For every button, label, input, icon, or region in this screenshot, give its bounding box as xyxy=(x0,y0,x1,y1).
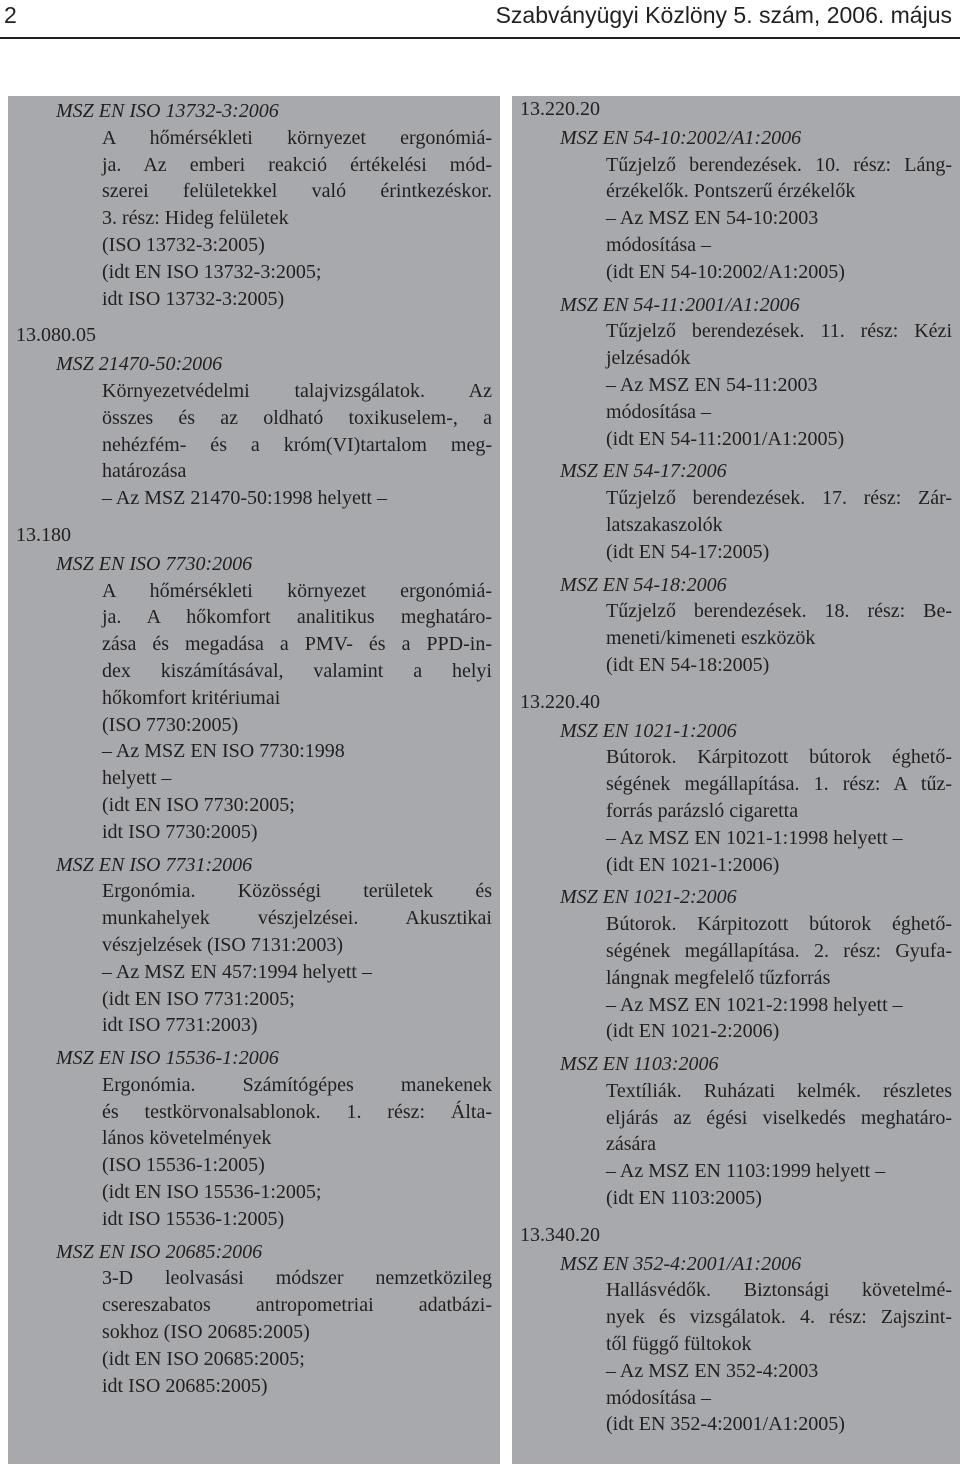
description-line: csereszabatos antropometriai adatbázi- xyxy=(102,1294,492,1317)
description-line: (idt EN 1103:2005) xyxy=(606,1187,762,1210)
standard-number: MSZ EN 54-10:2002/A1:2006 xyxy=(560,126,802,149)
header-rule xyxy=(0,37,960,39)
standard-description xyxy=(16,125,492,313)
description-line: – Az MSZ EN 1021-1:1998 helyett – xyxy=(606,826,903,849)
description-line: vészjelzések (ISO 7131:2003) xyxy=(102,933,344,956)
description-line: forrás parázsló cigaretta xyxy=(606,799,799,822)
description-line: idt ISO 13732-3:2005) xyxy=(102,287,285,310)
description-line: (idt EN 54-18:2005) xyxy=(606,653,770,676)
description-line: A hőmérsékleti környezet ergonómiá- xyxy=(102,579,492,602)
description-line: sokhoz (ISO 20685:2005) xyxy=(102,1321,310,1344)
description-line: – Az MSZ EN 1021-2:1998 helyett – xyxy=(606,993,903,1016)
standard-number: MSZ EN ISO 20685:2006 xyxy=(56,1240,263,1263)
description-line: Bútorok. Kárpitozott bútorok éghető- xyxy=(606,913,952,936)
description-line: 3-D leolvasási módszer nemzetközileg xyxy=(102,1267,492,1290)
description-line: Tűzjelző berendezések. 18. rész: Be- xyxy=(606,600,952,623)
description-line: munkahelyek vészjelzései. Akusztikai xyxy=(102,907,492,930)
description-line: nehézfém- és a króm(VI)tartalom meg- xyxy=(102,433,492,456)
description-line: (idt EN ISO 13732-3:2005; xyxy=(102,260,322,283)
standard-description xyxy=(520,598,952,678)
description-line: (idt EN 54-11:2001/A1:2005) xyxy=(606,427,845,450)
description-line: 3. rész: Hideg felületek xyxy=(102,207,289,230)
description-line: (idt EN ISO 15536-1:2005; xyxy=(102,1181,322,1204)
description-line: ségének megállapítása. 2. rész: Gyufa- xyxy=(606,939,952,962)
description-line: (ISO 15536-1:2005) xyxy=(102,1154,265,1177)
description-line: Ergonómia. Közösségi területek és xyxy=(102,880,492,903)
classification-code: 13.080.05 xyxy=(16,324,96,347)
description-line: zására xyxy=(606,1133,656,1156)
description-line: módosítása – xyxy=(606,400,711,423)
description-line: Tűzjelző berendezések. 17. rész: Zár- xyxy=(606,487,952,510)
description-line: Tűzjelző berendezések. 11. rész: Kézi xyxy=(606,320,952,343)
description-line: lános követelmények xyxy=(102,1127,272,1150)
standard-description xyxy=(16,1265,492,1399)
description-line: határozása xyxy=(102,460,187,483)
description-line: – Az MSZ EN 54-11:2003 xyxy=(606,373,818,396)
standard-description xyxy=(16,578,492,846)
classification-code: 13.220.20 xyxy=(520,98,600,120)
description-line: Tűzjelző berendezések. 10. rész: Láng- xyxy=(606,153,952,176)
standard-description xyxy=(520,911,952,1045)
description-line: (ISO 13732-3:2005) xyxy=(102,233,265,256)
standard-number: MSZ EN ISO 15536-1:2006 xyxy=(56,1047,279,1070)
description-line: – Az MSZ EN 1103:1999 helyett – xyxy=(606,1160,886,1183)
description-line: dex kiszámításával, valamint a helyi xyxy=(102,659,492,682)
description-line: A hőmérsékleti környezet ergonómiá- xyxy=(102,126,492,149)
description-line: – Az MSZ EN 457:1994 helyett – xyxy=(102,960,372,983)
standard-description xyxy=(520,318,952,452)
description-line: (idt EN ISO 20685:2005; xyxy=(102,1347,305,1370)
standard-number: MSZ EN 54-17:2006 xyxy=(560,460,727,483)
description-line: módosítása – xyxy=(606,1386,711,1409)
page-number: 2 xyxy=(4,2,17,28)
description-line: eljárás az égési viselkedés meghatáro- xyxy=(606,1106,952,1129)
classification-code: 13.220.40 xyxy=(520,690,600,713)
description-line: (idt EN ISO 7731:2005; xyxy=(102,987,295,1010)
description-line: – Az MSZ EN 352-4:2003 xyxy=(606,1359,819,1382)
description-line: – Az MSZ 21470-50:1998 helyett – xyxy=(102,487,387,510)
standard-description xyxy=(520,744,952,878)
standard-description xyxy=(16,878,492,1039)
standard-number: MSZ 21470-50:2006 xyxy=(56,353,223,376)
description-line: ja. Az emberi reakció értékelési mód- xyxy=(102,153,492,176)
description-line: Textíliák. Ruházati kelmék. részletes xyxy=(606,1079,952,1102)
description-line: (ISO 7730:2005) xyxy=(102,713,239,736)
description-line: idt ISO 7730:2005) xyxy=(102,820,258,843)
page-header xyxy=(0,0,960,40)
description-line: és testkörvonalsablonok. 1. rész: Álta- xyxy=(102,1100,492,1123)
description-line: jelzésadók xyxy=(606,347,691,370)
standard-description xyxy=(520,1277,952,1438)
description-line: idt ISO 7731:2003) xyxy=(102,1014,258,1037)
description-line: (idt EN 54-10:2002/A1:2005) xyxy=(606,260,845,283)
standard-number: MSZ EN ISO 7731:2006 xyxy=(56,853,253,876)
description-line: meneti/kimeneti eszközök xyxy=(606,627,816,650)
right-column xyxy=(512,96,960,1464)
description-line: (idt EN 1021-1:2006) xyxy=(606,853,780,876)
standard-description xyxy=(16,378,492,512)
description-line: helyett – xyxy=(102,767,172,790)
publication-title: Szabványügyi Közlöny 5. szám, 2006. május xyxy=(495,2,952,28)
description-line: összes és az oldható toxikuselem-, a xyxy=(102,406,492,429)
standard-number: MSZ EN 54-11:2001/A1:2006 xyxy=(560,293,800,316)
standard-number: MSZ EN 54-18:2006 xyxy=(560,573,727,596)
description-line: érzékelők. Pontszerű érzékelők xyxy=(606,180,856,203)
description-line: (idt EN 54-17:2005) xyxy=(606,540,770,563)
description-line: hőkomfort kritériumai xyxy=(102,686,281,709)
description-line: módosítása – xyxy=(606,233,711,256)
description-line: Környezetvédelmi talajvizsgálatok. Az xyxy=(102,379,492,402)
description-line: – Az MSZ EN ISO 7730:1998 xyxy=(102,740,345,763)
standard-number: MSZ EN 1103:2006 xyxy=(560,1053,719,1076)
standard-number: MSZ EN 1021-2:2006 xyxy=(560,886,737,909)
description-line: (idt EN 1021-2:2006) xyxy=(606,1020,780,1043)
description-line: Bútorok. Kárpitozott bútorok éghető- xyxy=(606,746,952,769)
classification-code: 13.340.20 xyxy=(520,1223,600,1246)
description-line: zása és megadása a PMV- és a PPD-in- xyxy=(102,633,492,656)
standard-number: MSZ EN 1021-1:2006 xyxy=(560,719,737,742)
standard-description xyxy=(520,1078,952,1212)
description-line: – Az MSZ EN 54-10:2003 xyxy=(606,207,819,230)
description-line: lángnak megfelelő tűzforrás xyxy=(606,966,831,989)
description-line: Ergonómia. Számítógépes manekenek xyxy=(102,1073,492,1096)
description-line: latszakaszolók xyxy=(606,513,723,536)
description-line: ségének megállapítása. 1. rész: A tűz- xyxy=(606,773,952,796)
standard-number: MSZ EN 352-4:2001/A1:2006 xyxy=(560,1252,802,1275)
description-line: (idt EN 352-4:2001/A1:2005) xyxy=(606,1413,845,1436)
left-column xyxy=(8,96,500,1464)
description-line: Hallásvédők. Biztonsági követelmé- xyxy=(606,1279,952,1302)
description-line: idt ISO 15536-1:2005) xyxy=(102,1207,285,1230)
description-line: idt ISO 20685:2005) xyxy=(102,1374,268,1397)
description-line: nyek és vizsgálatok. 4. rész: Zajszint- xyxy=(606,1306,952,1329)
standard-description xyxy=(520,152,952,286)
description-line: szerei felületekkel való érintkezéskor. xyxy=(102,180,492,203)
standard-description xyxy=(16,1072,492,1233)
description-line: ja. A hőkomfort analitikus meghatáro- xyxy=(102,606,492,629)
description-line: től függő fültokok xyxy=(606,1333,752,1356)
standard-number: MSZ EN ISO 13732-3:2006 xyxy=(56,100,279,122)
standard-description xyxy=(520,485,952,565)
standard-number: MSZ EN ISO 7730:2006 xyxy=(56,552,253,575)
classification-code: 13.180 xyxy=(16,523,71,546)
description-line: (idt EN ISO 7730:2005; xyxy=(102,793,295,816)
